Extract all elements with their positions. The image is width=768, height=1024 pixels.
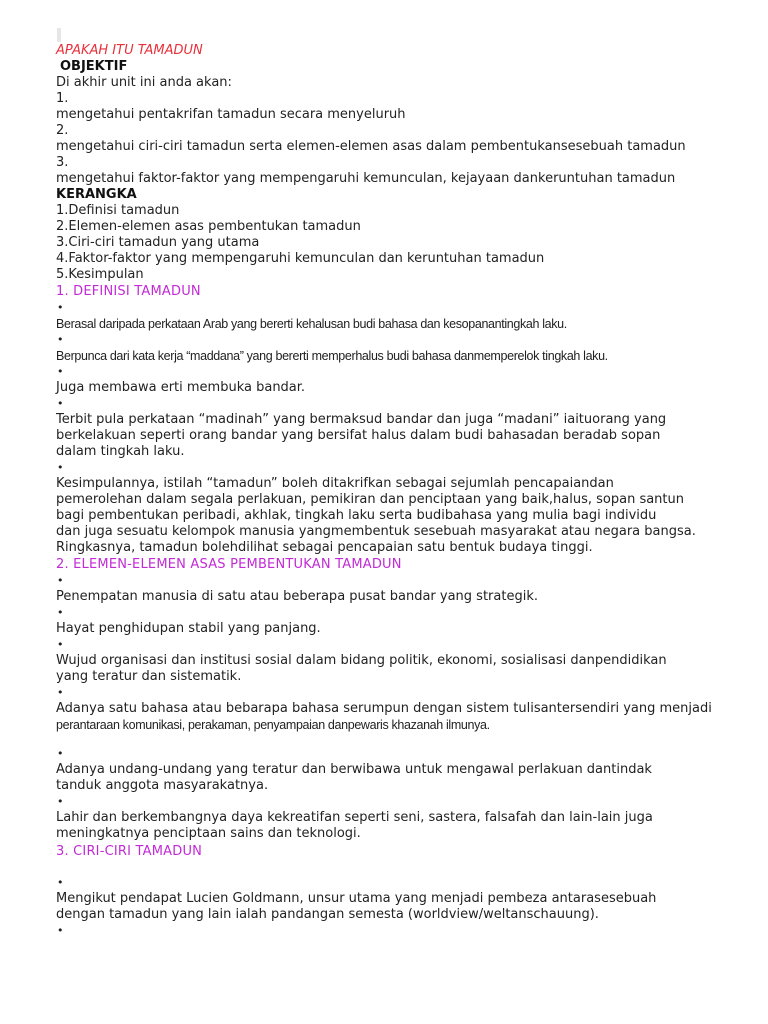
bullet-mark: •	[57, 301, 64, 314]
bullet-mark: •	[57, 574, 64, 587]
bullet-text: Adanya undang-undang yang teratur dan berwibawa untuk mengawal perlakuan dantindak	[56, 762, 652, 777]
bullet-mark: •	[57, 747, 64, 760]
bullet-text: Mengikut pendapat Lucien Goldmann, unsur utama yang menjadi pembeza antarasesebuah	[56, 891, 657, 906]
kerangka-item: 2.Elemen-elemen asas pembentukan tamadun	[56, 219, 361, 234]
bullet-text: perantaraan komunikasi, perakaman, penyampaian danpewaris khazanah ilmunya.	[56, 718, 490, 732]
bullet-text: Wujud organisasi dan institusi sosial dalam bidang politik, ekonomi, sosialisasi danpendidikan	[56, 653, 667, 668]
bullet-mark: •	[57, 365, 64, 378]
bullet-mark: •	[57, 924, 64, 937]
bullet-text: tanduk anggota masyarakatnya.	[56, 778, 269, 793]
section-heading: 3. CIRI-CIRI TAMADUN	[56, 844, 203, 859]
bullet-text: Kesimpulannya, istilah “tamadun” boleh ditakrifkan sebagai sejumlah pencapaiandan	[56, 476, 614, 491]
objective-text: mengetahui pentakrifan tamadun secara menyeluruh	[56, 107, 406, 122]
bullet-text: Terbit pula perkataan “madinah” yang bermaksud bandar dan juga “madani” iaituorang yang	[56, 412, 667, 427]
objective-number: 3.	[56, 155, 69, 170]
bullet-text: yang teratur dan sistematik.	[56, 669, 242, 684]
objective-number: 2.	[56, 123, 69, 138]
kerangka-item: 5.Kesimpulan	[56, 267, 144, 282]
objective-number: 1.	[56, 91, 69, 106]
bullet-text: Penempatan manusia di satu atau beberapa pusat bandar yang strategik.	[56, 589, 538, 604]
bullet-text: dan juga sesuatu kelompok manusia yangmembentuk sesebuah masyarakat atau negara bangsa.	[56, 524, 696, 539]
intro-text: Di akhir unit ini anda akan:	[56, 75, 232, 90]
bullet-text: bagi pembentukan peribadi, akhlak, tingkah laku serta budibahasa yang mulia bagi individu	[56, 508, 657, 523]
bullet-text: Ringkasnya, tamadun bolehdilihat sebagai pencapaian satu bentuk budaya tinggi.	[56, 540, 593, 555]
bullet-mark: •	[57, 638, 64, 651]
bullet-text: Berasal daripada perkataan Arab yang bererti kehalusan budi bahasa dan kesopanantingkah laku.	[56, 317, 567, 331]
bullet-mark: •	[57, 795, 64, 808]
cut-off-text-row	[0, 1016, 768, 1024]
bullet-text: Berpunca dari kata kerja “maddana” yang bererti memperhalus budi bahasa danmemperelok tingkah laku.	[56, 349, 608, 363]
bullet-text: berkelakuan seperti orang bandar yang bersifat halus dalam budi bahasadan beradab sopan	[56, 428, 661, 443]
bullet-text: pemerolehan dalam segala perlakuan, pemikiran dan penciptaan yang baik,halus, sopan santun	[56, 492, 684, 507]
bullet-text: Lahir dan berkembangnya daya kekreatifan seperti seni, sastera, falsafah dan lain-lain juga	[56, 810, 653, 825]
kerangka-item: 1.Definisi tamadun	[56, 203, 180, 218]
objective-text: mengetahui ciri-ciri tamadun serta elemen-elemen asas dalam pembentukansesebuah tamadun	[56, 139, 686, 154]
bullet-mark: •	[57, 461, 64, 474]
bullet-mark: •	[57, 397, 64, 410]
bullet-mark: •	[57, 686, 64, 699]
objective-text: mengetahui faktor-faktor yang mempengaruhi kemunculan, kejayaan dankeruntuhan tamadun	[56, 171, 676, 186]
kerangka-heading: KERANGKA	[56, 187, 137, 202]
bullet-mark: •	[57, 333, 64, 346]
kerangka-item: 3.Ciri-ciri tamadun yang utama	[56, 235, 260, 250]
section-heading: 1. DEFINISI TAMADUN	[56, 284, 201, 299]
section-heading: 2. ELEMEN-ELEMEN ASAS PEMBENTUKAN TAMADUN	[56, 557, 402, 572]
bullet-text: dengan tamadun yang lain ialah pandangan semesta (worldview/weltanschauung).	[56, 907, 599, 922]
objektif-heading: OBJEKTIF	[60, 59, 128, 74]
bullet-text: Juga membawa erti membuka bandar.	[56, 380, 306, 395]
bullet-mark: •	[57, 876, 64, 889]
bullet-text: meningkatnya penciptaan sains dan teknologi.	[56, 826, 361, 841]
bullet-text: Hayat penghidupan stabil yang panjang.	[56, 621, 321, 636]
document-title: APAKAH ITU TAMADUN	[56, 43, 203, 58]
bullet-text: Adanya satu bahasa atau bebarapa bahasa serumpun dengan sistem tulisantersendiri yang menjadi	[56, 701, 712, 716]
bullet-mark: •	[57, 606, 64, 619]
page-marker	[57, 28, 61, 42]
bullet-text: dalam tingkah laku.	[56, 444, 185, 459]
kerangka-item: 4.Faktor-faktor yang mempengaruhi kemunculan dan keruntuhan tamadun	[56, 251, 545, 266]
